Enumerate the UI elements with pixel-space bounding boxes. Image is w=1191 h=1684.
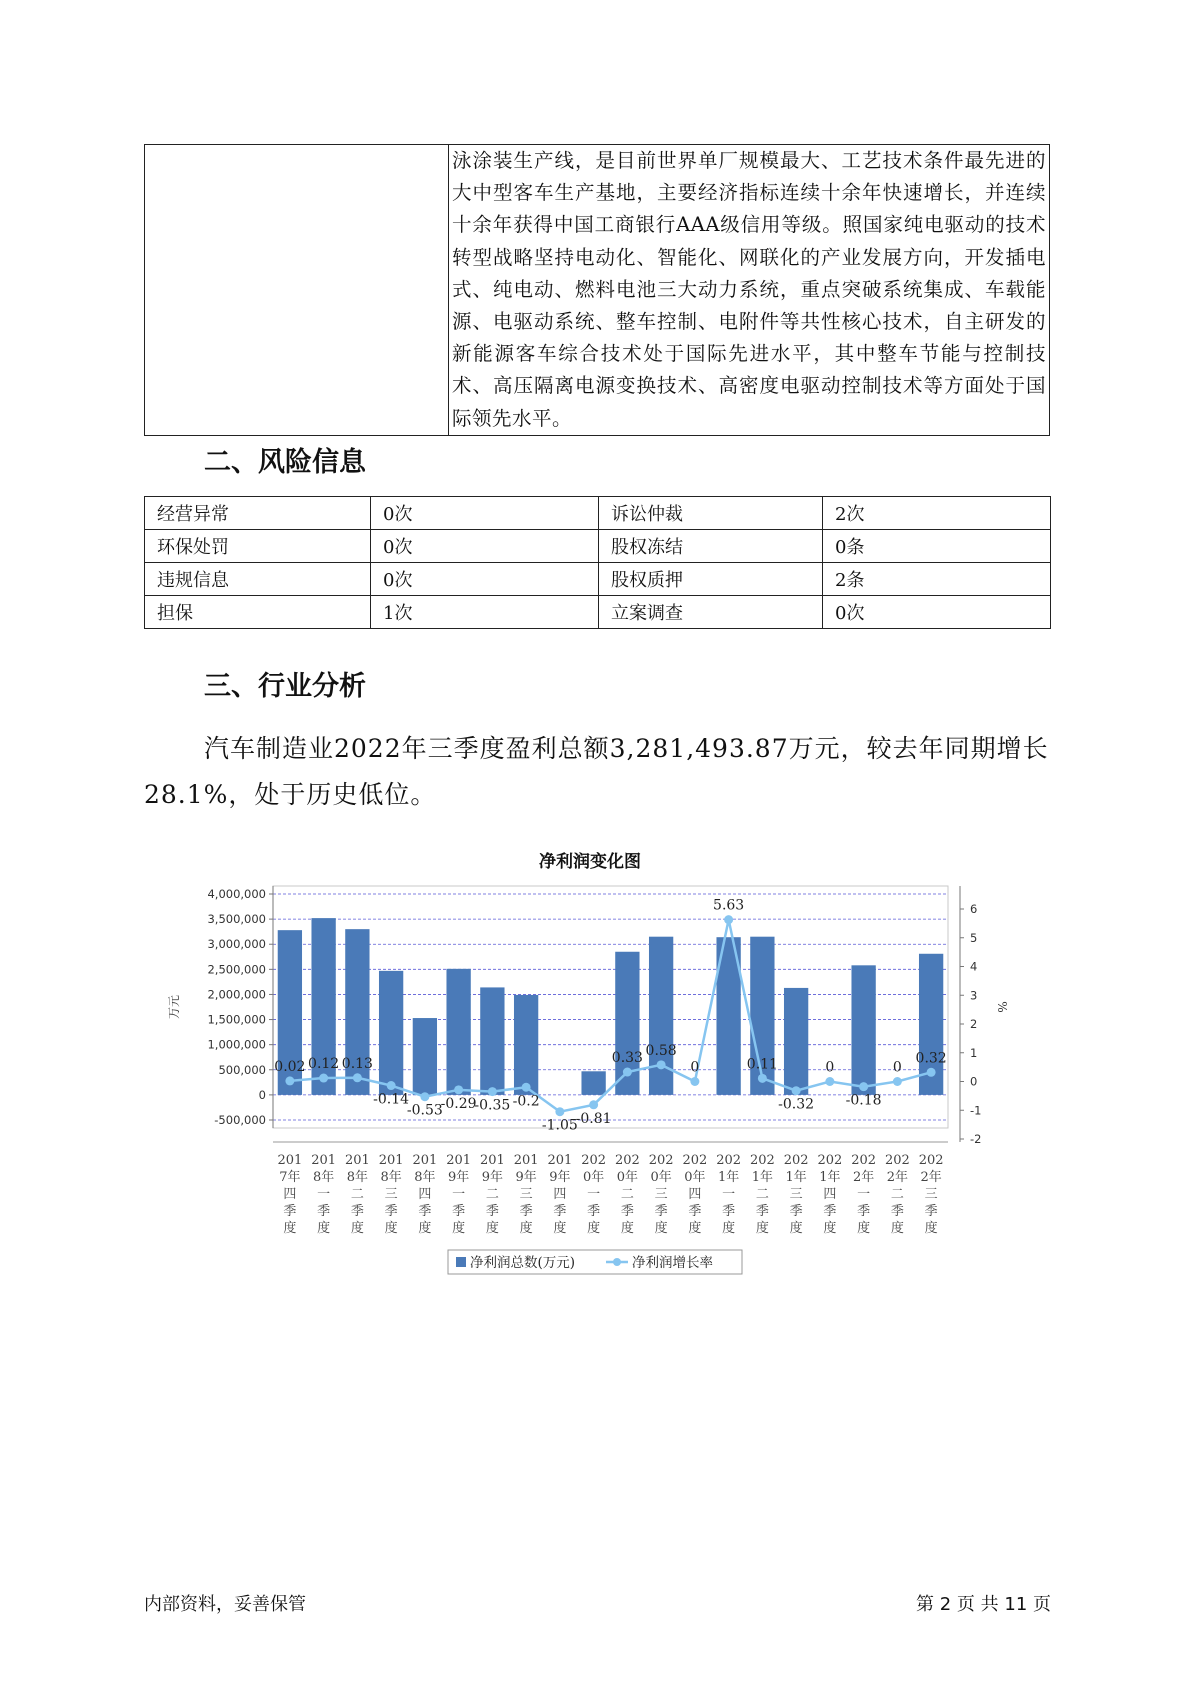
- x-tick-label: 度: [553, 1221, 567, 1236]
- x-tick-label: 度: [755, 1221, 769, 1236]
- y-right-tick-label: -1: [970, 1103, 982, 1118]
- x-tick-label: 1年: [717, 1170, 740, 1185]
- chart-title: 净利润变化图: [539, 852, 641, 872]
- x-tick-label: 二: [620, 1187, 634, 1202]
- risk-key: 股权冻结: [599, 530, 823, 563]
- x-tick-label: 度: [283, 1221, 297, 1236]
- data-label: 0: [892, 1059, 902, 1076]
- profit-chart: [167, 872, 1009, 1292]
- x-tick-label: 202: [682, 1153, 708, 1168]
- x-tick-label: 季: [317, 1204, 331, 1219]
- x-tick-label: 季: [620, 1204, 634, 1219]
- x-tick-label: 1年: [785, 1170, 807, 1185]
- x-tick-label: 三: [924, 1187, 938, 1202]
- x-tick-label: 季: [283, 1204, 297, 1219]
- x-tick-label: 202: [851, 1153, 877, 1168]
- x-tick-label: 201: [446, 1153, 472, 1168]
- x-tick-label: 201: [277, 1153, 303, 1168]
- growth-point: [589, 1100, 598, 1109]
- x-tick-label: 201: [378, 1153, 404, 1168]
- x-tick-label: 8年: [312, 1170, 335, 1185]
- table-row: [145, 596, 1051, 629]
- bar: [446, 969, 470, 1095]
- x-tick-label: 季: [722, 1204, 736, 1219]
- x-tick-label: 度: [823, 1221, 837, 1236]
- y-left-tick-label: 1,500,000: [207, 1012, 266, 1027]
- risk-value: 2条: [823, 563, 1051, 596]
- x-tick-label: 度: [587, 1221, 601, 1236]
- growth-point: [420, 1092, 429, 1101]
- x-tick-label: 一: [587, 1187, 601, 1202]
- risk-key: 担保: [145, 596, 371, 629]
- risk-value: 2次: [823, 497, 1051, 530]
- growth-point: [387, 1081, 396, 1090]
- legend-line-marker: [613, 1258, 621, 1266]
- y-left-tick-label: 500,000: [218, 1062, 266, 1077]
- x-tick-label: 四: [553, 1187, 567, 1202]
- data-label: -0.32: [778, 1096, 815, 1113]
- x-tick-label: 一: [722, 1187, 736, 1202]
- x-tick-label: 度: [789, 1221, 803, 1236]
- x-tick-label: 季: [587, 1204, 601, 1219]
- x-tick-label: 0年: [650, 1170, 672, 1185]
- y-right-tick-label: 5: [970, 930, 978, 945]
- growth-point: [690, 1077, 699, 1086]
- risk-key: 违规信息: [145, 563, 371, 596]
- risk-section-title: 二、风险信息: [204, 447, 366, 478]
- legend-bar-label: 净利润总数(万元): [470, 1255, 576, 1271]
- bar: [851, 965, 875, 1095]
- data-label: 0: [690, 1059, 700, 1076]
- table-row: [145, 497, 1051, 530]
- x-tick-label: 202: [648, 1153, 674, 1168]
- y-right-tick-label: 4: [970, 959, 978, 974]
- x-tick-label: 度: [688, 1221, 702, 1236]
- x-tick-label: 度: [452, 1221, 466, 1236]
- data-label: 0.32: [915, 1050, 947, 1067]
- x-tick-label: 四: [418, 1187, 432, 1202]
- risk-key: 环保处罚: [145, 530, 371, 563]
- y-right-tick-label: 3: [970, 988, 978, 1003]
- x-tick-label: 202: [817, 1153, 843, 1168]
- x-tick-label: 0年: [582, 1170, 605, 1185]
- data-label: 0.12: [308, 1056, 340, 1073]
- data-label: 0.11: [746, 1056, 778, 1073]
- data-label: -0.18: [845, 1092, 882, 1109]
- x-tick-label: 201: [311, 1153, 337, 1168]
- risk-key: 经营异常: [145, 497, 371, 530]
- x-tick-label: 二: [890, 1187, 904, 1202]
- risk-value: 0次: [371, 563, 599, 596]
- page-number: 第 2 页 共 11 页: [916, 1594, 1051, 1615]
- growth-point: [927, 1068, 936, 1077]
- growth-point: [285, 1076, 294, 1085]
- x-tick-label: 202: [581, 1153, 607, 1168]
- x-tick-label: 季: [553, 1204, 567, 1219]
- x-tick-label: 1年: [751, 1170, 774, 1185]
- company-intro-table: [144, 144, 1050, 436]
- y-right-tick-label: 6: [970, 902, 978, 916]
- x-tick-label: 季: [823, 1204, 837, 1219]
- growth-point: [893, 1077, 902, 1086]
- y-left-tick-label: 0: [258, 1087, 266, 1102]
- y-left-tick-label: 2,000,000: [207, 987, 266, 1002]
- x-tick-label: 度: [350, 1221, 364, 1236]
- x-tick-label: 201: [513, 1153, 539, 1168]
- data-label: -0.53: [406, 1102, 443, 1119]
- x-tick-label: 季: [350, 1204, 364, 1219]
- x-tick-label: 度: [519, 1221, 533, 1236]
- x-tick-label: 二: [755, 1187, 769, 1202]
- bar: [514, 995, 538, 1095]
- bar: [649, 937, 673, 1095]
- growth-point: [353, 1073, 362, 1082]
- x-tick-label: 度: [654, 1221, 668, 1236]
- x-tick-label: 202: [614, 1153, 640, 1168]
- x-tick-label: 9年: [481, 1170, 504, 1185]
- footer-confidential: 内部资料，妥善保管: [144, 1594, 306, 1615]
- x-tick-label: 三: [519, 1187, 533, 1202]
- y-right-tick-label: 0: [970, 1074, 978, 1089]
- risk-value: 0次: [823, 596, 1051, 629]
- x-tick-label: 度: [890, 1221, 904, 1236]
- x-tick-label: 季: [384, 1204, 398, 1219]
- x-tick-label: 四: [688, 1187, 702, 1202]
- growth-point: [859, 1082, 868, 1091]
- risk-value: 1次: [371, 596, 599, 629]
- risk-key: 股权质押: [599, 563, 823, 596]
- growth-point: [758, 1074, 767, 1083]
- x-tick-label: 季: [654, 1204, 668, 1219]
- x-tick-label: 度: [924, 1221, 938, 1236]
- y-left-axis-label: 万元: [167, 994, 181, 1020]
- x-tick-label: 季: [485, 1204, 499, 1219]
- data-label: 5.63: [713, 897, 745, 914]
- risk-key: 诉讼仲裁: [599, 497, 823, 530]
- x-tick-label: 三: [654, 1187, 668, 1202]
- data-label: -0.81: [575, 1110, 612, 1127]
- x-tick-label: 8年: [380, 1170, 402, 1185]
- x-tick-label: 9年: [549, 1170, 571, 1185]
- y-left-tick-label: 1,000,000: [207, 1037, 266, 1052]
- data-label: 0: [825, 1059, 835, 1076]
- x-tick-label: 二: [350, 1187, 364, 1202]
- growth-point: [555, 1107, 564, 1116]
- y-right-tick-label: -2: [970, 1132, 982, 1146]
- x-tick-label: 度: [317, 1221, 331, 1236]
- x-tick-label: 度: [485, 1221, 499, 1236]
- x-tick-label: 度: [418, 1221, 432, 1236]
- x-tick-label: 度: [384, 1221, 398, 1236]
- risk-value: 0次: [371, 530, 599, 563]
- y-left-tick-label: 2,500,000: [207, 962, 266, 977]
- growth-point: [488, 1087, 497, 1096]
- x-tick-label: 四: [283, 1187, 297, 1202]
- y-left-tick-label: 3,500,000: [207, 912, 266, 927]
- y-right-tick-label: 1: [970, 1045, 978, 1060]
- x-tick-label: 201: [547, 1153, 573, 1168]
- intro-text: 泳涂装生产线，是目前世界单厂规模最大、工艺技术条件最先进的大中型客车生产基地，主要经济指标连续十余年快速增长，并连续十余年获得中国工商银行AAA级信用等级。照国家纯电驱动的技术转型战略坚持电动化、智能化、网联化的产业发展方向，开发插电式、纯电动、燃料电池三大动力系统，重点突破系统集成、车载能源、电驱动系统、整车控制、电附件等共性核心技术，自主研发的新能源客车综合技术处于国际先进水平，其中整车节能与控制技术、高压隔离电源变换技术、高密度电驱动控制技术等方面处于国际领先水平。: [452, 149, 1046, 430]
- growth-point: [522, 1083, 531, 1092]
- x-tick-label: 度: [857, 1221, 871, 1236]
- x-tick-label: 0年: [616, 1170, 639, 1185]
- growth-point: [724, 915, 733, 924]
- data-label: -0.14: [373, 1091, 410, 1108]
- y-left-tick-label: 3,000,000: [207, 937, 266, 952]
- x-tick-label: 201: [479, 1153, 505, 1168]
- x-tick-label: 季: [519, 1204, 533, 1219]
- legend-bar-swatch: [456, 1257, 466, 1267]
- risk-table: [144, 496, 1051, 629]
- y-right-tick-label: 2: [970, 1017, 978, 1031]
- growth-point: [623, 1068, 632, 1077]
- x-tick-label: 三: [789, 1187, 803, 1202]
- industry-paragraph: 汽车制造业2022年三季度盈利总额3,281,493.87万元，较去年同期增长28.1%，处于历史低位。: [144, 734, 1049, 809]
- intro-label-cell: [145, 145, 449, 436]
- x-tick-label: 度: [722, 1221, 736, 1236]
- x-tick-label: 季: [418, 1204, 432, 1219]
- table-row: [145, 563, 1051, 596]
- x-tick-label: 季: [688, 1204, 702, 1219]
- industry-section-title: 三、行业分析: [204, 671, 366, 702]
- x-tick-label: 8年: [346, 1170, 369, 1185]
- data-label: 0.02: [274, 1058, 306, 1075]
- y-left-tick-label: 4,000,000: [207, 887, 266, 901]
- risk-value: 0次: [371, 497, 599, 530]
- bar: [581, 1071, 605, 1095]
- y-left-tick-label: -500,000: [214, 1113, 266, 1127]
- risk-value: 0条: [823, 530, 1051, 563]
- x-tick-label: 四: [823, 1187, 837, 1202]
- growth-point: [792, 1086, 801, 1095]
- x-tick-label: 季: [890, 1204, 904, 1219]
- x-tick-label: 7年: [279, 1170, 301, 1185]
- bar: [379, 971, 403, 1095]
- x-tick-label: 9年: [515, 1170, 537, 1185]
- y-right-axis-label: %: [995, 1001, 1009, 1013]
- data-label: -0.2: [512, 1093, 540, 1110]
- bar: [413, 1018, 437, 1095]
- x-tick-label: 201: [412, 1153, 438, 1168]
- x-tick-label: 季: [452, 1204, 466, 1219]
- x-tick-label: 9年: [447, 1170, 470, 1185]
- x-tick-label: 季: [924, 1204, 938, 1219]
- growth-point: [825, 1077, 834, 1086]
- bar: [480, 987, 504, 1094]
- x-tick-label: 季: [789, 1204, 803, 1219]
- x-tick-label: 季: [755, 1204, 769, 1219]
- x-tick-label: 2年: [886, 1170, 909, 1185]
- x-tick-label: 一: [317, 1187, 331, 1202]
- x-tick-label: 2年: [852, 1170, 875, 1185]
- x-tick-label: 202: [783, 1153, 809, 1168]
- data-label: -0.35: [474, 1097, 511, 1114]
- data-label: -1.05: [541, 1117, 578, 1134]
- x-tick-label: 三: [384, 1187, 398, 1202]
- table-row: [145, 530, 1051, 563]
- x-tick-label: 一: [452, 1187, 466, 1202]
- growth-point: [454, 1085, 463, 1094]
- x-tick-label: 1年: [819, 1170, 841, 1185]
- data-label: 0.33: [611, 1050, 643, 1067]
- x-tick-label: 201: [344, 1153, 370, 1168]
- x-tick-label: 2年: [920, 1170, 942, 1185]
- risk-key: 立案调查: [599, 596, 823, 629]
- data-label: 0.58: [645, 1042, 677, 1059]
- data-label: -0.29: [440, 1095, 477, 1112]
- x-tick-label: 0年: [684, 1170, 706, 1185]
- intro-text-cell: [449, 145, 1050, 436]
- bar: [784, 988, 808, 1095]
- x-tick-label: 202: [716, 1153, 742, 1168]
- x-tick-label: 202: [918, 1153, 944, 1168]
- growth-point: [657, 1060, 666, 1069]
- data-label: 0.13: [341, 1055, 373, 1072]
- x-tick-label: 一: [857, 1187, 871, 1202]
- x-tick-label: 度: [620, 1221, 634, 1236]
- x-tick-label: 二: [485, 1187, 499, 1202]
- growth-point: [319, 1074, 328, 1083]
- legend-line-label: 净利润增长率: [632, 1255, 713, 1271]
- x-tick-label: 202: [884, 1153, 910, 1168]
- x-tick-label: 季: [857, 1204, 871, 1219]
- x-tick-label: 202: [749, 1153, 775, 1168]
- x-tick-label: 8年: [414, 1170, 436, 1185]
